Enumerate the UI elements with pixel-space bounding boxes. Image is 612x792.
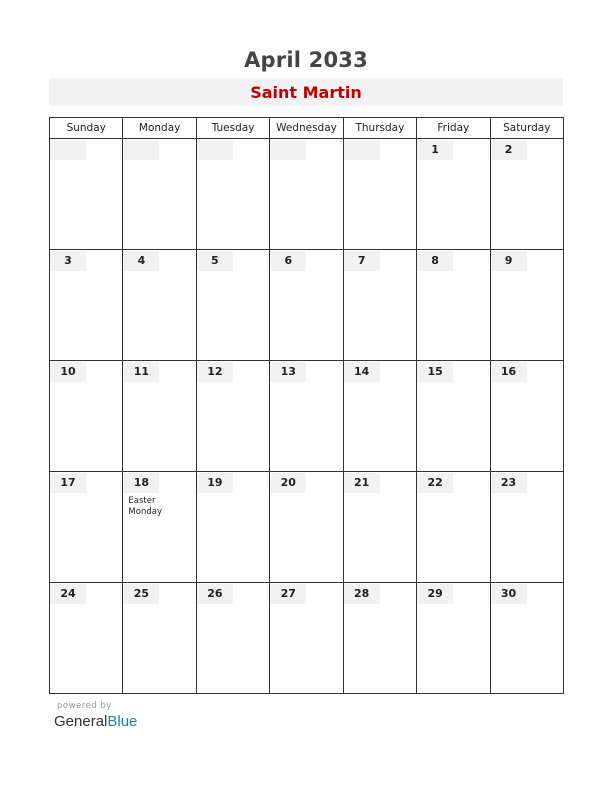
weekday-wednesday: Wednesday [270, 118, 343, 139]
calendar-week-row [50, 472, 564, 583]
brand-blue-text: Blue [107, 713, 138, 730]
calendar-day-cell[interactable] [417, 250, 490, 361]
day-number: 11 [123, 362, 159, 382]
calendar-day-cell[interactable] [50, 250, 123, 361]
holiday-label: Easter Monday [128, 496, 162, 517]
calendar-day-cell[interactable] [123, 472, 196, 583]
day-number: 28 [344, 584, 380, 604]
calendar-day-cell[interactable] [270, 361, 343, 472]
calendar-day-cell[interactable] [270, 139, 343, 250]
calendar-title: April 2033 [244, 48, 368, 72]
day-number: 4 [123, 251, 159, 271]
weekday-saturday: Saturday [490, 118, 563, 139]
day-number: 16 [491, 362, 527, 382]
calendar-day-cell[interactable] [50, 361, 123, 472]
calendar-week-row [50, 583, 564, 694]
day-number [344, 140, 380, 160]
calendar-day-cell[interactable] [123, 361, 196, 472]
day-number: 25 [123, 584, 159, 604]
day-number [270, 140, 306, 160]
calendar-day-cell[interactable] [270, 583, 343, 694]
day-number: 6 [270, 251, 306, 271]
calendar-day-cell[interactable] [343, 250, 416, 361]
day-number: 30 [491, 584, 527, 604]
weekday-tuesday: Tuesday [196, 118, 269, 139]
day-number: 3 [50, 251, 86, 271]
day-number: 17 [50, 473, 86, 493]
calendar-day-cell[interactable] [343, 139, 416, 250]
day-number: 18 [123, 473, 159, 493]
weekday-sunday: Sunday [50, 118, 123, 139]
calendar-day-cell[interactable] [343, 583, 416, 694]
weekday-monday: Monday [123, 118, 196, 139]
calendar-day-cell[interactable] [490, 583, 563, 694]
calendar-week-row [50, 361, 564, 472]
day-number: 21 [344, 473, 380, 493]
calendar-day-cell[interactable] [343, 472, 416, 583]
day-number [123, 140, 159, 160]
calendar-day-cell[interactable] [196, 583, 269, 694]
day-number: 13 [270, 362, 306, 382]
calendar-day-cell[interactable] [343, 361, 416, 472]
brand-general-text: General [54, 713, 108, 730]
day-number [50, 140, 86, 160]
day-number: 9 [491, 251, 527, 271]
calendar-day-cell[interactable] [490, 472, 563, 583]
calendar-day-cell[interactable] [417, 139, 490, 250]
day-number: 27 [270, 584, 306, 604]
day-number [197, 140, 233, 160]
day-number: 1 [417, 140, 453, 160]
weekday-header-row [50, 118, 564, 139]
day-number: 22 [417, 473, 453, 493]
day-number: 20 [270, 473, 306, 493]
generalblue-logo[interactable] [54, 713, 137, 730]
calendar-day-cell[interactable] [490, 250, 563, 361]
day-number: 19 [197, 473, 233, 493]
calendar-day-cell[interactable] [196, 250, 269, 361]
calendar-day-cell[interactable] [123, 139, 196, 250]
calendar-day-cell[interactable] [50, 139, 123, 250]
calendar-day-cell[interactable] [50, 583, 123, 694]
day-number: 23 [491, 473, 527, 493]
calendar-day-cell[interactable] [417, 472, 490, 583]
day-number: 2 [491, 140, 527, 160]
country-banner [49, 78, 563, 106]
weekday-friday: Friday [417, 118, 490, 139]
calendar-day-cell[interactable] [270, 250, 343, 361]
day-number: 15 [417, 362, 453, 382]
day-number: 29 [417, 584, 453, 604]
day-number: 14 [344, 362, 380, 382]
calendar-day-cell[interactable] [50, 472, 123, 583]
day-number: 26 [197, 584, 233, 604]
calendar-day-cell[interactable] [417, 583, 490, 694]
calendar-grid [49, 117, 564, 694]
powered-by-label: powered by [57, 701, 112, 711]
weekday-thursday: Thursday [343, 118, 416, 139]
calendar-day-cell[interactable] [417, 361, 490, 472]
calendar-week-row [50, 250, 564, 361]
day-number: 10 [50, 362, 86, 382]
day-number: 5 [197, 251, 233, 271]
calendar-week-row [50, 139, 564, 250]
calendar-day-cell[interactable] [270, 472, 343, 583]
calendar-day-cell[interactable] [196, 139, 269, 250]
calendar-day-cell[interactable] [490, 139, 563, 250]
calendar-day-cell[interactable] [123, 250, 196, 361]
day-number: 24 [50, 584, 86, 604]
country-name: Saint Martin [250, 83, 362, 102]
day-number: 8 [417, 251, 453, 271]
day-number: 7 [344, 251, 380, 271]
calendar-day-cell[interactable] [123, 583, 196, 694]
day-number: 12 [197, 362, 233, 382]
calendar-day-cell[interactable] [196, 361, 269, 472]
calendar-day-cell[interactable] [490, 361, 563, 472]
calendar-day-cell[interactable] [196, 472, 269, 583]
